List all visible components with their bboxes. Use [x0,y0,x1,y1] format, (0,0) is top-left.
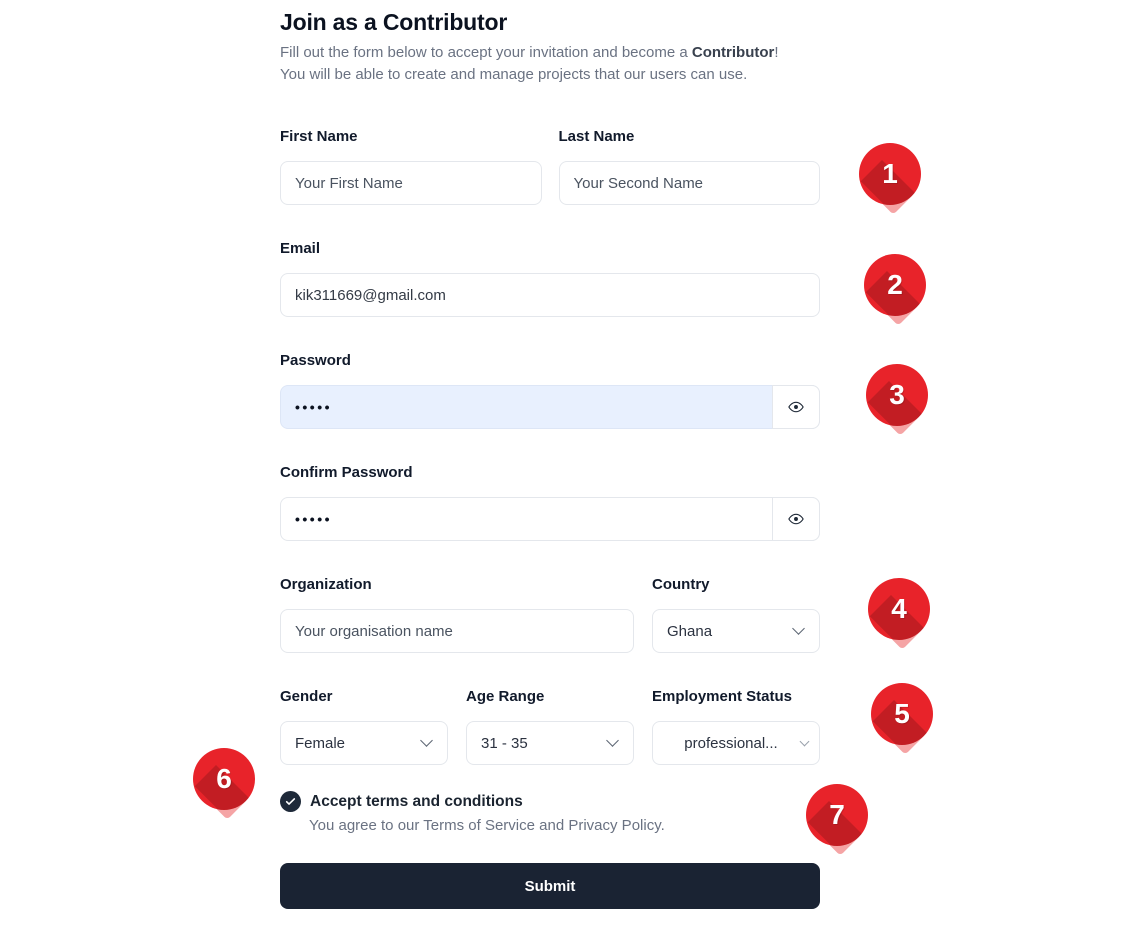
annotation-badge-6 [193,748,255,810]
confirm-password-group [280,462,820,541]
employment-status-label: Employment Status [652,688,793,705]
first-name-input[interactable] [280,161,542,205]
accept-terms-checkbox[interactable] [280,791,301,812]
first-name-label: First Name [280,128,358,145]
chevron-down-icon [792,622,805,635]
country-selected-value: Ghana [667,622,713,640]
privacy-policy-link[interactable]: Privacy Policy [568,817,661,834]
email-input[interactable] [280,273,820,317]
badge-number: 6 [216,763,232,794]
page-subtitle [280,42,820,86]
toggle-confirm-password-visibility-button[interactable] [772,497,820,541]
page-title: Join as a Contributor [280,9,508,35]
toggle-password-visibility-button[interactable] [772,385,820,429]
email-label: Email [280,240,321,257]
annotation-badge-3 [866,364,928,426]
last-name-input[interactable] [559,161,821,205]
subtitle-line2: You will be able to create and manage projects that our users can use. [280,66,748,83]
badge-number: 4 [891,593,907,624]
eye-icon [787,398,805,416]
confirm-password-input[interactable] [280,497,820,541]
demographics-row [280,686,820,765]
terms-label: Accept terms and conditions [310,792,523,810]
confirm-password-label: Confirm Password [280,464,413,481]
check-icon [284,795,297,808]
chevron-down-icon [606,734,619,747]
organization-row [280,574,820,653]
employment-status-selected-value: professional... [684,734,778,752]
age-range-label: Age Range [466,688,545,705]
badge-number: 5 [894,698,910,729]
email-group [280,238,820,317]
submit-button[interactable]: Submit [280,863,820,909]
organization-label: Organization [280,576,372,593]
name-row [280,126,820,205]
country-select[interactable] [652,609,820,653]
chevron-down-icon [420,734,433,747]
subtitle-suffix: ! [774,44,779,61]
terms-description [309,815,820,837]
badge-number: 1 [882,158,898,189]
terms-of-service-link[interactable]: Terms of Service [423,817,535,834]
terms-desc-prefix: You agree to our [309,817,424,834]
terms-section [280,791,820,837]
age-range-selected-value: 31 - 35 [481,734,528,752]
eye-icon [787,510,805,528]
employment-status-select[interactable] [652,721,820,765]
annotation-badge-7 [806,784,868,846]
badge-number: 7 [829,799,845,830]
annotation-badge-5 [871,683,933,745]
badge-number: 2 [887,269,903,300]
age-range-select[interactable] [466,721,634,765]
badge-number: 3 [889,379,905,410]
join-form [280,8,820,909]
organization-input[interactable] [280,609,634,653]
last-name-label: Last Name [558,128,635,145]
subtitle-prefix: Fill out the form below to accept your invitation and become a [280,44,692,61]
annotation-badge-2 [864,254,926,316]
chevron-down-icon [800,737,810,747]
terms-desc-suffix: . [660,817,665,834]
subtitle-bold: Contributor [691,44,775,61]
password-group [280,350,820,429]
annotation-badge-1 [859,143,921,205]
password-input[interactable] [280,385,820,429]
country-label: Country [652,576,710,593]
gender-label: Gender [280,688,333,705]
gender-select[interactable] [280,721,448,765]
terms-desc-mid: and [534,817,569,834]
gender-selected-value: Female [295,734,346,752]
password-label: Password [280,352,351,369]
annotation-badge-4 [868,578,930,640]
